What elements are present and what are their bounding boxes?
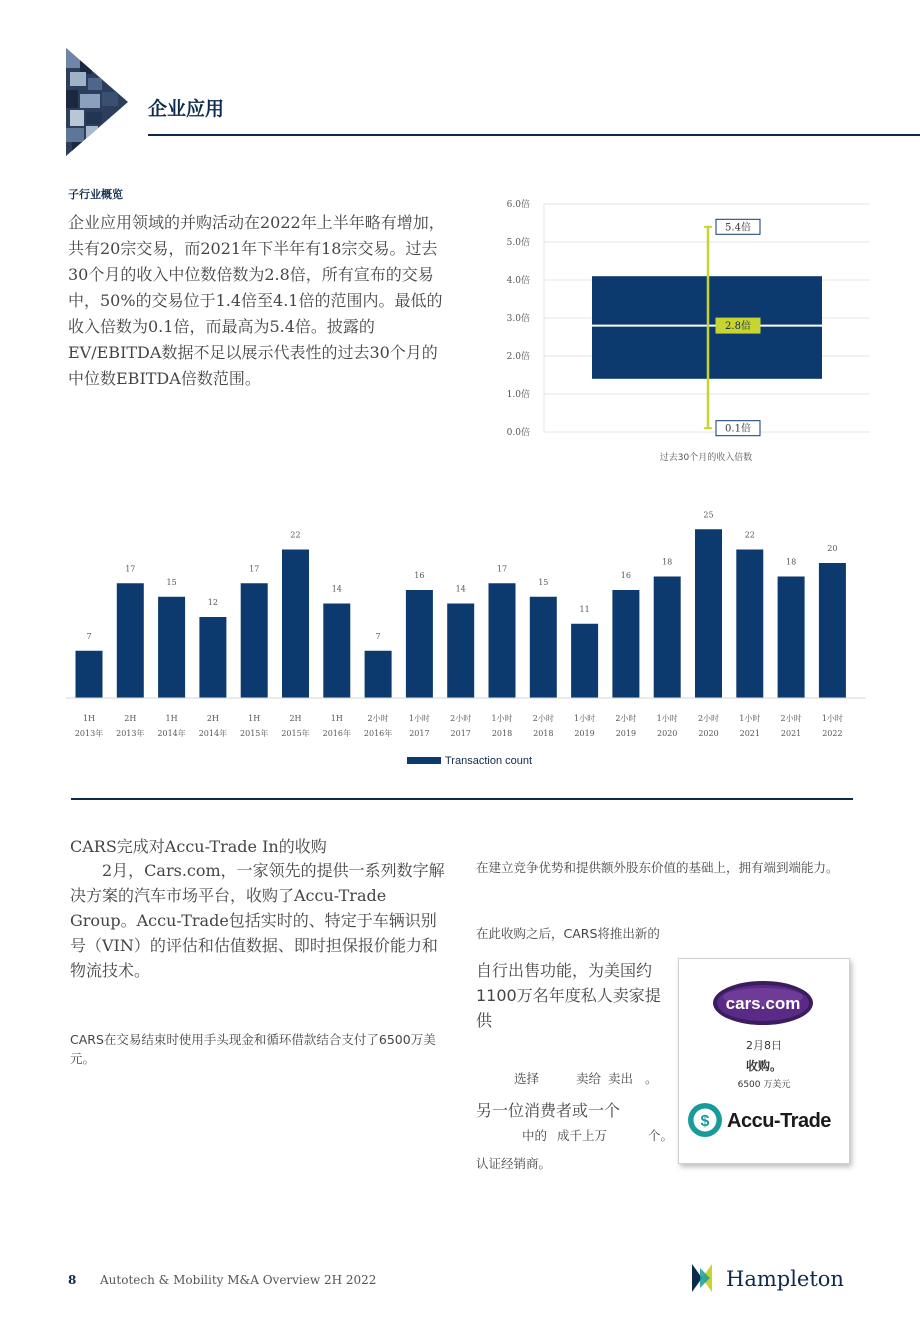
text-fragment: 。: [645, 1071, 658, 1086]
x-tick-label-period: 2小时: [367, 714, 389, 723]
svg-text:cars.com: cars.com: [725, 994, 801, 1013]
x-tick-label-period: 1小时: [739, 714, 761, 723]
publication-title: Autotech & Mobility M&A Overview 2H 2022: [100, 1273, 377, 1287]
bar-value-label: 12: [207, 598, 218, 607]
x-tick-label-year: 2014年: [157, 729, 186, 738]
bar: [282, 550, 309, 699]
boxplot-min-label: [716, 421, 760, 436]
boxplot-y-tick-label: 1.0倍: [506, 390, 530, 400]
x-tick-label-year: 2018: [491, 729, 513, 738]
bar: [571, 624, 598, 698]
bar: [158, 597, 185, 698]
boxplot-y-tick-label: 4.0倍: [506, 276, 530, 286]
right-paragraph-3: 自行出售功能，为美国约1100万名年度私人卖家提供: [476, 961, 661, 1030]
bar: [489, 583, 516, 698]
bar-value-label: 7: [375, 631, 381, 641]
bar: [365, 651, 392, 698]
cars-com-logo: [711, 979, 815, 1027]
boxplot-max-label: [716, 219, 760, 234]
x-tick-label-year: 2021: [739, 729, 760, 738]
accu-trade-logo: [687, 1099, 843, 1141]
bar: [695, 529, 722, 698]
boxplot-y-tick-label: 2.0倍: [506, 352, 530, 362]
section-title: 企业应用: [148, 98, 225, 120]
x-tick-label-period: 2小时: [615, 714, 637, 723]
x-tick-label-period: 1H: [330, 714, 343, 723]
boxplot-y-tick-label: 3.0倍: [506, 314, 530, 324]
x-tick-label-period: 1小时: [574, 714, 596, 723]
x-tick-label-period: 2H: [289, 714, 302, 723]
deal-paragraph: 2月，Cars.com，一家领先的提供一系列数字解决方案的汽车市场平台，收购了Accu-Trade Group。Accu-Trade包括实时的、特定于车辆识别号（VIN）的评估和估值数据、即时担保报价能力和物流技术。: [70, 861, 445, 980]
x-tick-label-year: 2013年: [74, 729, 104, 738]
bar: [241, 583, 268, 698]
x-tick-label-year: 2021: [780, 729, 802, 738]
x-tick-label-period: 2H: [206, 714, 219, 723]
subsection-label: 子行业概览: [68, 188, 123, 201]
text-fragment: 个。: [648, 1128, 674, 1143]
bar-value-label: 22: [744, 530, 755, 540]
bar-value-label: 20: [827, 544, 838, 553]
legend-label: Transaction count: [445, 755, 533, 767]
svg-text:Hampleton: Hampleton: [726, 1267, 844, 1291]
bar: [323, 604, 350, 699]
text-fragment: 中的: [522, 1128, 548, 1143]
right-paragraph-5: 认证经销商。: [476, 1156, 552, 1171]
text-fragment: 卖给: [576, 1071, 602, 1086]
svg-text:$: $: [700, 1113, 710, 1130]
bar: [76, 651, 103, 698]
card-action: 收购。: [745, 1059, 782, 1073]
boxplot-y-tick-label: 5.0倍: [506, 238, 530, 248]
bar: [819, 563, 846, 698]
bar-value-label: 17: [125, 564, 136, 574]
x-tick-label-year: 2014年: [198, 729, 228, 738]
x-tick-label-period: 1小时: [656, 714, 678, 723]
transaction-count-bar-chart: [66, 505, 866, 775]
x-tick-label-year: 2017: [450, 729, 471, 738]
text-fragment: 成千上万: [557, 1128, 608, 1143]
x-tick-label-year: 2015年: [240, 729, 269, 738]
bar-value-label: 14: [455, 584, 466, 594]
bar-value-label: 7: [86, 631, 92, 641]
x-tick-label-year: 2019: [574, 729, 595, 738]
x-tick-label-period: 1小时: [491, 714, 513, 723]
x-tick-label-year: 2015年: [281, 729, 310, 738]
mosaic-triangle-icon: [66, 48, 128, 156]
card-amount: 6500 万美元: [737, 1080, 791, 1090]
bar: [530, 597, 557, 698]
bar-value-label: 11: [579, 604, 590, 614]
x-tick-label-period: 2小时: [697, 714, 720, 723]
svg-text:2.8倍: 2.8倍: [725, 321, 751, 333]
bar-value-label: 16: [414, 571, 425, 580]
bar: [406, 590, 433, 698]
legend-swatch: [407, 757, 441, 764]
deal-title: CARS完成对Accu-Trade In的收购: [70, 837, 327, 856]
bar-value-label: 17: [249, 564, 260, 574]
x-tick-label-period: 2H: [124, 714, 137, 723]
hampleton-logo: [690, 1262, 860, 1294]
bar: [447, 604, 474, 699]
x-tick-label-period: 1小时: [408, 714, 430, 723]
bar-value-label: 16: [620, 571, 631, 580]
x-tick-label-period: 1H: [165, 714, 178, 723]
boxplot-median-label: [716, 318, 760, 333]
revenue-multiple-boxplot: [500, 190, 880, 470]
x-tick-label-year: 2013年: [116, 729, 145, 738]
deal-card: [678, 958, 850, 1164]
svg-text:0.1倍: 0.1倍: [725, 423, 751, 435]
header-divider: [148, 134, 920, 136]
x-tick-label-period: 2小时: [780, 714, 802, 723]
card-date: 2月8日: [746, 1039, 782, 1052]
boxplot-y-ticks: [507, 198, 530, 438]
x-tick-label-year: 2018: [533, 729, 554, 738]
page-number: 8: [68, 1273, 77, 1287]
bar-value-label: 15: [166, 577, 177, 587]
bar: [654, 577, 681, 699]
x-tick-label-year: 2020: [657, 729, 678, 738]
bar-value-label: 22: [290, 530, 301, 540]
bar-value-label: 18: [786, 557, 797, 567]
bar-value-label: 18: [662, 557, 673, 567]
bar-value-label: 17: [496, 564, 508, 574]
x-tick-label-year: 2017: [409, 729, 430, 738]
x-tick-label-period: 1小时: [821, 714, 843, 723]
svg-text:Accu-Trade: Accu-Trade: [727, 1110, 831, 1132]
deal-payment-text: CARS在交易结束时使用手头现金和循环借款结合支付了6500万美元。: [70, 1032, 436, 1066]
intro-paragraph: 企业应用领域的并购活动在2022年上半年略有增加，共有20宗交易，而2021年下半年有18宗交易。过去30个月的收入中位数倍数为2.8倍，所有宣布的交易中，50%的交易位于1.4倍至4.1倍的范围内。最低的收入倍数为0.1倍，而最高为5.4倍。披露的EV/EBITDA数据不足以展示代表性的过去30个月的中位数EBITDA倍数范围。: [68, 213, 445, 388]
x-tick-label-period: 1H: [82, 714, 96, 723]
x-tick-label-period: 2小时: [532, 714, 554, 723]
svg-text:5.4倍: 5.4倍: [725, 222, 751, 234]
bar-value-label: 15: [538, 577, 549, 587]
section-divider: [71, 798, 853, 800]
bar-chart-bars: [75, 510, 846, 738]
right-paragraph-4: 另一位消费者或一个: [476, 1101, 621, 1120]
x-tick-label-year: 2019: [615, 729, 637, 738]
bar: [612, 590, 639, 698]
boxplot-y-tick-label: 0.0倍: [506, 428, 530, 438]
x-tick-label-period: 2小时: [450, 714, 472, 723]
boxplot-y-tick-label: 6.0倍: [506, 200, 530, 210]
text-fragment: 卖出: [608, 1071, 634, 1086]
right-paragraph-2: 在此收购之后，CARS将推出新的: [476, 926, 660, 941]
x-tick-label-year: 2020: [698, 729, 719, 738]
bar-value-label: 14: [331, 584, 342, 594]
bar: [778, 577, 805, 699]
text-fragment: 选择: [514, 1071, 540, 1086]
x-tick-label-year: 2016年: [363, 729, 393, 738]
bar: [117, 583, 144, 698]
boxplot-x-axis-label: 过去30个月的收入倍数: [659, 453, 753, 463]
bar-value-label: 25: [703, 510, 714, 520]
bar: [199, 617, 226, 698]
x-tick-label-period: 1H: [248, 714, 261, 723]
x-tick-label-year: 2016年: [322, 729, 351, 738]
x-tick-label-year: 2022: [822, 729, 843, 738]
right-paragraph-1: 在建立竞争优势和提供额外股东价值的基础上，拥有端到端能力。: [476, 860, 839, 875]
bar: [736, 550, 763, 699]
